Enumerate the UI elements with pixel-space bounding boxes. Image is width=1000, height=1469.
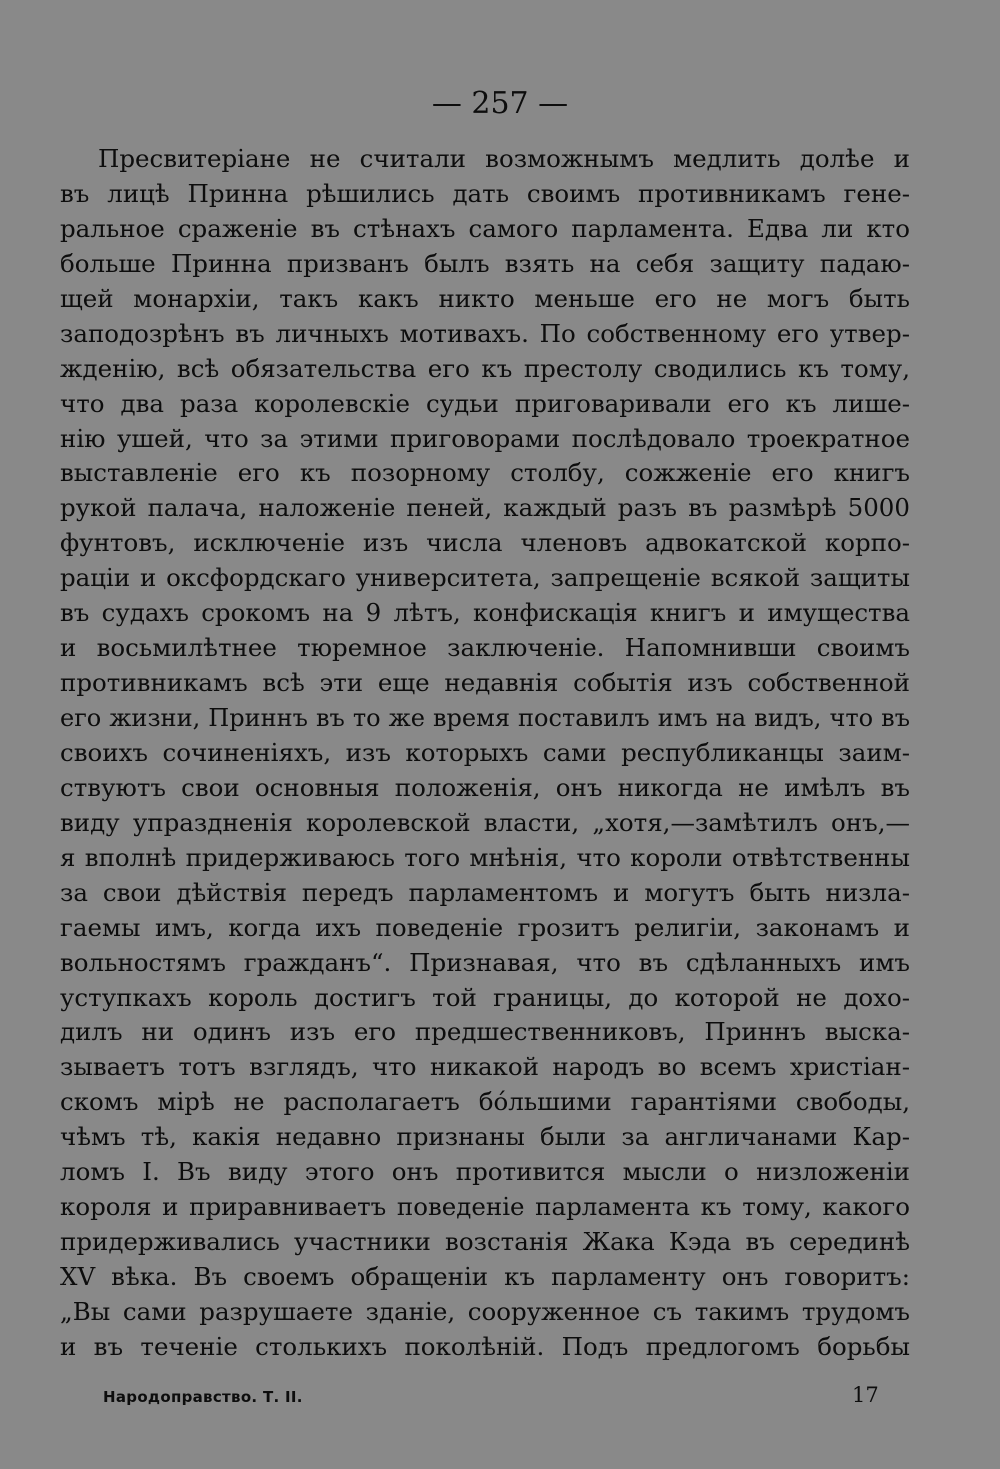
text-line-28: скомъ мірѣ не располагаетъ бо́льшими гарантіями свободы, bbox=[60, 1087, 910, 1117]
text-line-26: дилъ ни одинъ изъ его предшественниковъ, Приннъ выска- bbox=[60, 1017, 910, 1047]
text-line-13: раціи и оксфордскаго университета, запрещеніе всякой защиты bbox=[60, 563, 910, 593]
text-line-21: я вполнѣ придерживаюсь того мнѣнія, что короли отвѣтственны bbox=[60, 842, 910, 872]
text-line-7: жденію, всѣ обязательства его къ престолу сводились къ тому, bbox=[60, 353, 910, 383]
text-line-20: виду упраздненія королевской власти, „хотя,—замѣтилъ онъ,— bbox=[60, 807, 910, 837]
text-line-22: за свои дѣйствія передъ парламентомъ и могутъ быть низла- bbox=[60, 877, 910, 907]
text-line-27: зываетъ тотъ взглядъ, что никакой народъ во всемъ христіан- bbox=[60, 1052, 910, 1082]
text-line-14: въ судахъ срокомъ на 9 лѣтъ, конфискація книгъ и имущества bbox=[60, 598, 910, 628]
text-line-19: ствуютъ свои основныя положенія, онъ никогда не имѣлъ въ bbox=[60, 772, 910, 802]
text-line-4: больше Принна призванъ былъ взять на себя защиту падаю- bbox=[60, 248, 910, 278]
text-line-8: что два раза королевскіе судьи приговаривали его къ лише- bbox=[60, 388, 910, 418]
text-line-5: щей монархіи, такъ какъ никто меньше его не могъ быть bbox=[60, 283, 910, 313]
text-line-12: фунтовъ, исключеніе изъ числа членовъ адвокатской корпо- bbox=[60, 528, 910, 558]
text-line-29: чѣмъ тѣ, какія недавно признаны были за англичанами Кар- bbox=[60, 1122, 910, 1152]
text-line-10: выставленіе его къ позорному столбу, сожженіе его книгъ bbox=[60, 458, 910, 488]
text-line-11: рукой палача, наложеніе пеней, каждый разъ въ размѣрѣ 5000 bbox=[60, 493, 910, 523]
text-line-34: „Вы сами разрушаете зданіе, сооруженное съ такимъ трудомъ bbox=[60, 1296, 910, 1326]
text-line-23: гаемы имъ, когда ихъ поведеніе грозитъ религіи, законамъ и bbox=[60, 912, 910, 942]
text-line-32: придерживались участники возстанія Жака Кэда въ серединѣ bbox=[60, 1227, 910, 1257]
text-line-17: его жизни, Приннъ въ то же время поставилъ имъ на видъ, что въ bbox=[60, 704, 910, 732]
body-text bbox=[60, 142, 910, 1365]
text-line-25: уступкахъ король достигъ той границы, до которой не дохо- bbox=[60, 982, 910, 1012]
text-line-30: ломъ I. Въ виду этого онъ противится мысли о низложеніи bbox=[60, 1157, 910, 1187]
text-line-6: заподозрѣнъ въ личныхъ мотивахъ. По собственному его утвер- bbox=[60, 318, 910, 348]
text-line-9: нію ушей, что за этими приговорами послѣдовало троекратное bbox=[60, 423, 910, 453]
text-line-31: короля и приравниваетъ поведеніе парламента къ тому, какого bbox=[60, 1192, 910, 1222]
text-line-15: и восьмилѣтнее тюремное заключеніе. Напомнивши своимъ bbox=[60, 633, 910, 663]
page-number: — 257 — bbox=[431, 86, 569, 121]
text-line-18: своихъ сочиненіяхъ, изъ которыхъ сами республиканцы заим- bbox=[60, 737, 910, 767]
footer-signature-number: 17 bbox=[852, 1383, 879, 1407]
text-line-3: ральное сраженіе въ стѣнахъ самого парламента. Едва ли кто bbox=[60, 213, 910, 243]
text-line-33: XV вѣка. Въ своемъ обращеніи къ парламенту онъ говоритъ: bbox=[60, 1262, 910, 1291]
text-line-24: вольностямъ гражданъ“. Признавая, что въ сдѣланныхъ имъ bbox=[60, 947, 910, 977]
text-line-16: противникамъ всѣ эти еще недавнія событія изъ собственной bbox=[60, 668, 910, 698]
text-line-35: и въ теченіе столькихъ поколѣній. Подъ предлогомъ борьбы bbox=[60, 1331, 910, 1361]
text-line-1: Пресвитеріане не считали возможнымъ медлить долѣе и bbox=[98, 144, 910, 173]
footer-signature: Народоправство. Т. II. bbox=[103, 1388, 303, 1406]
text-line-2: въ лицѣ Принна рѣшились дать своимъ противникамъ гене- bbox=[60, 178, 910, 208]
